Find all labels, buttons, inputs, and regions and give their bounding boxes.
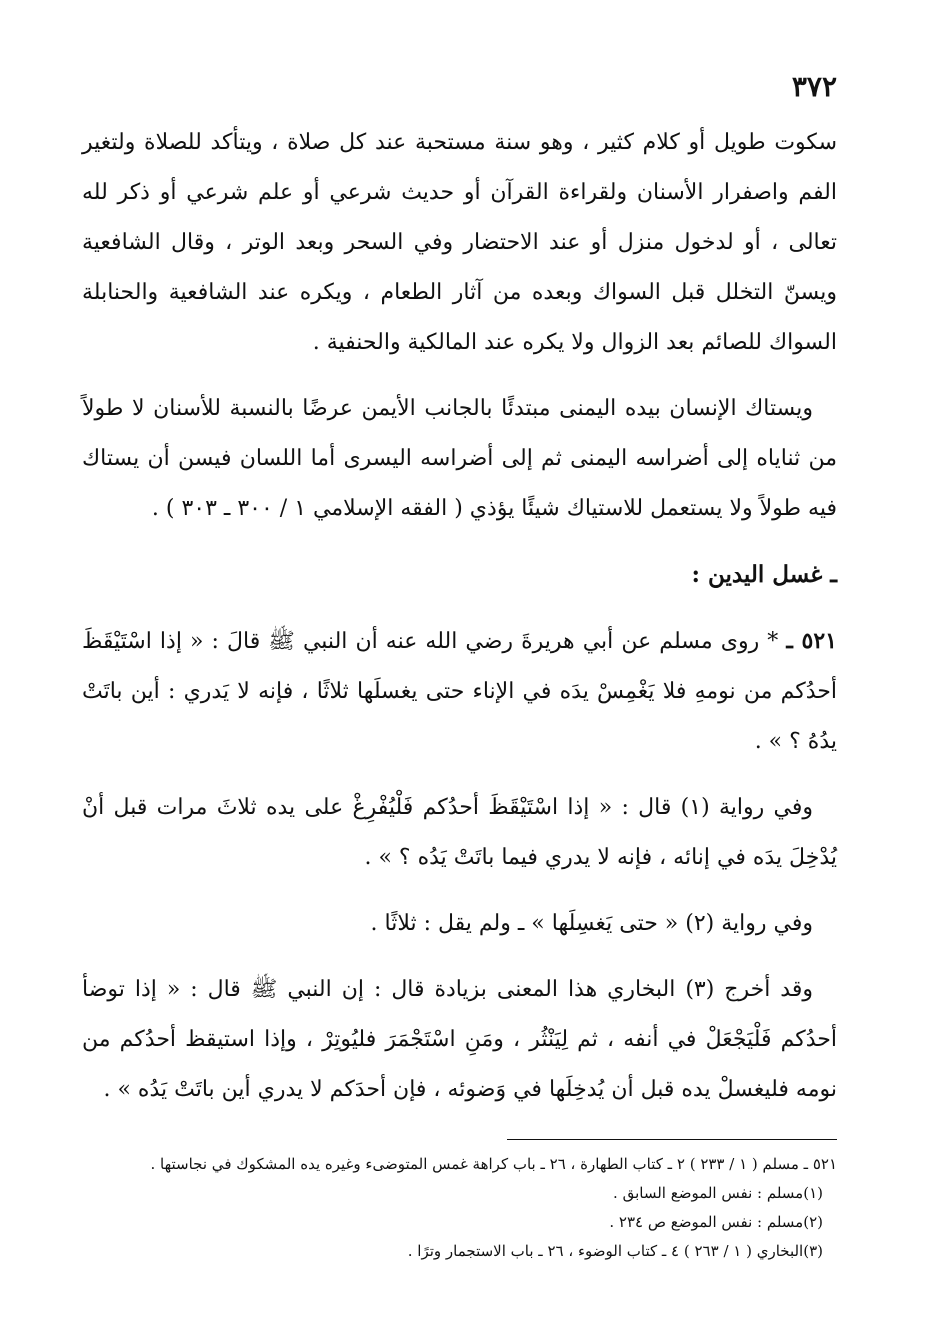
- footnote-1: (١)مسلم : نفس الموضع السابق .: [613, 1183, 823, 1202]
- hadith-number: ٥٢١ ـ: [786, 627, 837, 654]
- narration-2: وفي رواية (٢) « حتى يَغسِلَها » ـ ولم يقل : ثلاثًا .: [370, 910, 813, 936]
- footnote-hadith-521: ٥٢١ ـ مسلم ( ١ / ٢٣٣ ) ٢ ـ كتاب الطهارة ، ٢٦ ـ باب كراهة غمس المتوضىء وغيره يده المشكوك في نجاستها .: [150, 1154, 837, 1173]
- footnotes: [82, 1150, 837, 1266]
- paragraph-siwak-method: ويستاك الإنسان بيده اليمنى مبتدئًا بالجانب الأيمن عرضًا بالنسبة للأسنان لا طولاً من ثناياه إلى أضراسه اليمنى ثم إلى أضراسه اليسرى أما اللسان فيسن أن يستاك فيه طولاً ولا يستعمل للاستياك شيئًا يؤذي ( الفقه الإسلامي ١ / ٣٠٠ ـ ٣٠٣ ) .: [82, 395, 837, 521]
- narration-1: وفي رواية (١) قال : « إذا اسْتَيْقَظَ أحدُكم فَلْيُفْرِغْ على يده ثلاثَ مرات قبل أنْ يُدْخِلَ يدَه في إنائه ، فإنه لا يدري فيما باتَتْ يَدُه ؟ » .: [82, 794, 837, 870]
- section-heading: ـ غسل اليدين :: [691, 560, 837, 588]
- book-page: [82, 70, 837, 1310]
- hadith-paragraph: [82, 616, 837, 767]
- footnote-divider: [507, 1139, 837, 1140]
- narration-3: وقد أخرج (٣) البخاري هذا المعنى بزيادة قال : إن النبي ﷺ قال : « إذا توضأ أحدُكم فَلْيَجْعَلْ في أنفه ، ثم لِيَنْثُر ، ومَنِ اسْتَجْمَرَ فليُوتِرْ ، وإذا استيقظ أحدُكم من نومه فليغسلْ يده قبل أن يُدخِلَها في وَضوئه ، فإن أحدَكم لا يدري أين باتَتْ يَدُه » .: [82, 976, 837, 1102]
- hadith-text: * روى مسلم عن أبي هريرةَ رضي الله عنه أن النبي ﷺ قالَ : « إذا اسْتَيْقَظَ أحدُكم من نومهِ فلا يَغْمِسْ يدَه في الإناء حتى يغسلَها ثلاثًا ، فإنه لا يَدري : أين باتَتْ يدُهُ ؟ » .: [82, 628, 837, 754]
- paragraph-siwak-occasions: سكوت طويل أو كلام كثير ، وهو سنة مستحبة عند كل صلاة ، ويتأكد للصلاة ولتغير الفم واصفرار الأسنان ولقراءة القرآن أو حديث شرعي أو علم شرعي أو ذكر لله تعالى ، أو لدخول منزل أو عند الاحتضار وفي السحر وبعد الوتر ، وقال الشافعية ويسنّ التخلل قبل السواك وبعده من آثار الطعام ، ويكره عند الشافعية والحنابلة السواك للصائم بعد الزوال ولا يكره عند المالكية والحنفية .: [82, 129, 837, 355]
- page-number: ٣٧٢: [791, 70, 837, 103]
- footnote-3: (٣)البخاري ( ١ / ٢٦٣ ) ٤ ـ كتاب الوضوء ، ٢٦ ـ باب الاستجمار وترًا .: [407, 1241, 823, 1260]
- footnote-2: (٢)مسلم : نفس الموضع ص ٢٣٤ .: [609, 1212, 823, 1231]
